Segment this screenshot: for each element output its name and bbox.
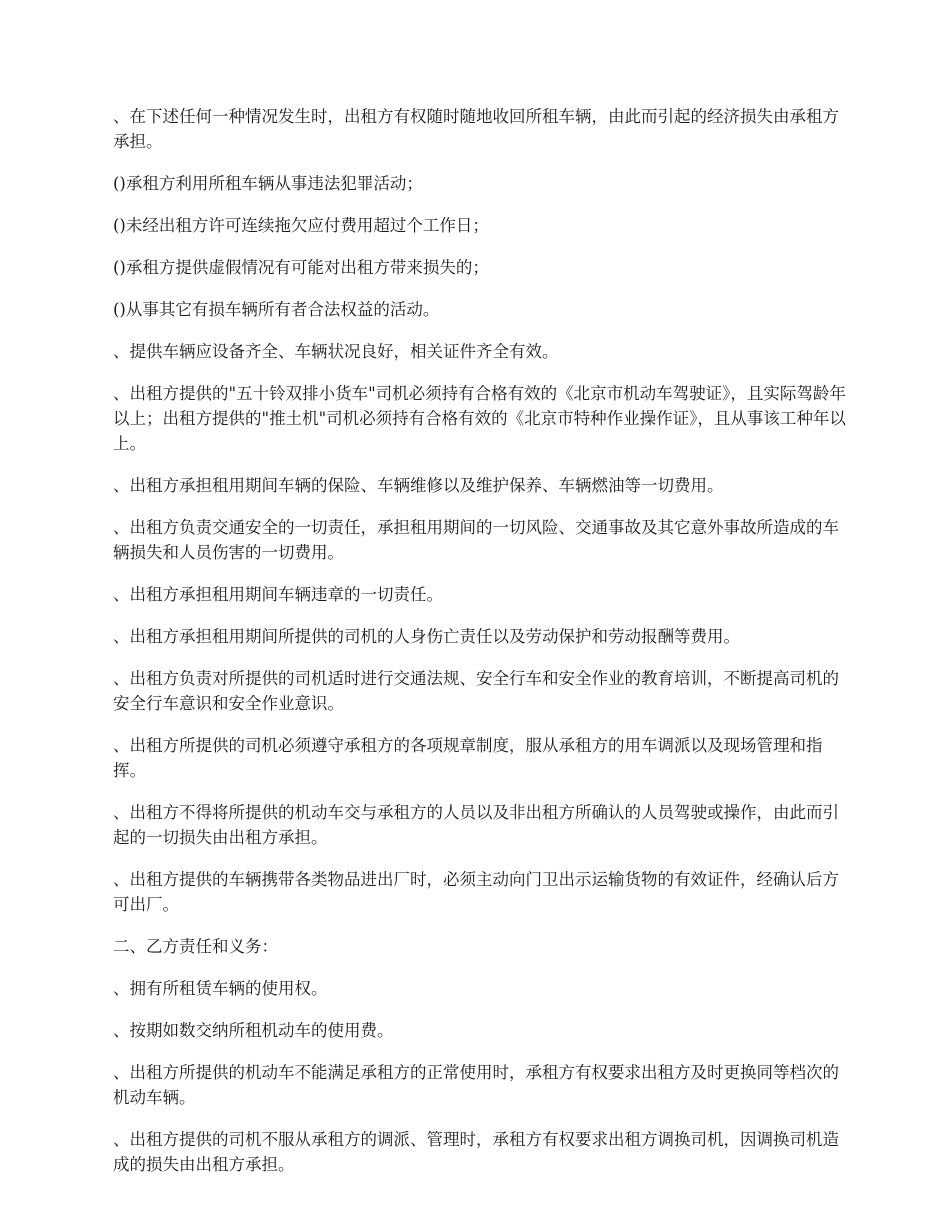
paragraph: 、出租方承担租用期间车辆违章的一切责任。 (113, 585, 443, 604)
paragraph: ()从事其它有损车辆所有者合法权益的活动。 (113, 300, 440, 319)
paragraph: 、出租方不得将所提供的机动车交与承租方的人员以及非出租方所确认的人员驾驶或操作，由此而引起的一切损失由出租方承担。 (113, 803, 839, 847)
document-body (113, 104, 853, 1194)
paragraph: 、出租方所提供的司机必须遵守承租方的各项规章制度，服从承租方的用车调派以及现场管理和指挥。 (113, 736, 823, 780)
paragraph: 、出租方提供的"五十铃双排小货车"司机必须持有合格有效的《北京市机动车驾驶证》，且实际驾龄年以上；出租方提供的"推土机"司机必须持有合格有效的《北京市特种作业操作证》，且从事该工种年以上。 (113, 384, 846, 453)
paragraph: ()承租方提供虚假情况有可能对出租方带来损失的； (113, 258, 489, 277)
paragraph: 、出租方提供的司机不服从承租方的调派、管理时，承租方有权要求出租方调换司机，因调换司机造成的损失由出租方承担。 (113, 1130, 839, 1174)
paragraph: 、在下述任何一种情况发生时，出租方有权随时随地收回所租车辆，由此而引起的经济损失由承租方承担。 (113, 107, 839, 151)
paragraph: 、出租方负责交通安全的一切责任，承担租用期间的一切风险、交通事故及其它意外事故所造成的车辆损失和人员伤害的一切费用。 (113, 518, 839, 562)
paragraph: 、出租方负责对所提供的司机适时进行交通法规、安全行车和安全作业的教育培训，不断提高司机的安全行车意识和安全作业意识。 (113, 669, 839, 713)
paragraph: 、提供车辆应设备齐全、车辆状况良好，相关证件齐全有效。 (113, 342, 559, 361)
paragraph: 、出租方承担租用期间车辆的保险、车辆维修以及维护保养、车辆燃油等一切费用。 (113, 476, 724, 495)
paragraph: 、出租方提供的车辆携带各类物品进出厂时，必须主动向门卫出示运输货物的有效证件，经确认后方可出厂。 (113, 870, 839, 914)
section-heading: 二、乙方责任和义务： (113, 937, 278, 956)
paragraph: 、出租方承担租用期间所提供的司机的人身伤亡责任以及劳动保护和劳动报酬等费用。 (113, 627, 740, 646)
paragraph: 、出租方所提供的机动车不能满足承租方的正常使用时，承租方有权要求出租方及时更换同等档次的机动车辆。 (113, 1063, 839, 1107)
paragraph: 、按期如数交纳所租机动车的使用费。 (113, 1021, 394, 1040)
paragraph: ()承租方利用所租车辆从事违法犯罪活动； (113, 174, 423, 193)
paragraph: 、拥有所租赁车辆的使用权。 (113, 979, 328, 998)
paragraph: ()未经出租方许可连续拖欠应付费用超过个工作日； (113, 216, 489, 235)
